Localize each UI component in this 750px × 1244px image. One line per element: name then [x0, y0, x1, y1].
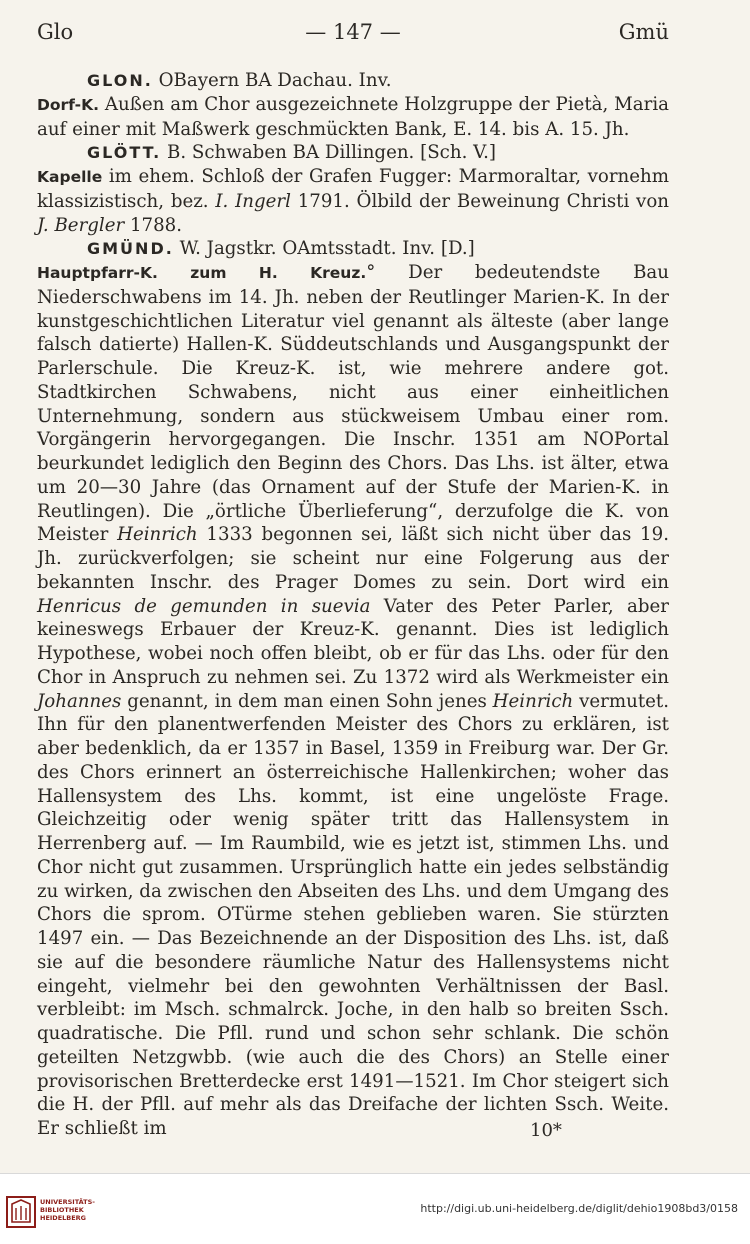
entry-gmuend-text: Hauptpfarr-K. zum H. Kreuz.° Der bedeutendste Bau Niederschwabens im 14. Jh. neben der Reutlinger Marien-K. In der kunstgeschichtlichen Literatur viel genannt als älteste (aber lange falsch datierte) Hallen-K. Süddeutschlands und Ausgangspunkt der Parlerschule. Die Kreuz-K. ist, wie mehrere andere got. Stadtkirchen Schwabens, nicht aus einer einheitlichen Unternehmung, sondern aus stückweisem Umbau einer rom. Vorgängerin hervorgegangen. Die Inschr. 1351 am NOPortal beurkundet lediglich den Beginn des Chors. Das Lhs. ist älter, etwa um 20—30 Jahre (das Ornament auf der Stufe der Marien-K. in Reutlingen). Die „örtliche Überlieferung“, derzufolge die K. von Meister Heinrich 1333 begonnen sei, läßt sich nicht über das 19. Jh. zurückverfolgen; sie scheint nur eine Folgerung aus der bekannten Inschr. des Prager Domes zu sein. Dort wird ein Henricus de gemunden in suevia Vater des Peter Parler, aber keineswegs Erbauer der Kreuz-K. genannt. Dies ist lediglich Hypothese, wobei noch offen bleibt, ob er für das Lhs. oder für den Chor in Anspruch zu nehmen sei. Zu 1372 wird als Werkmeister ein Johannes genannt, in dem man einen Sohn jenes Heinrich vermutet. Ihn für den planentwerfenden Meister des Chors zu erklären, ist aber bedenklich, da er 1357 in Basel, 1359 in Freiburg war. Der Gr. des Chors erinnert an österreichische Hallenkirchen; woher das Hallensystem des Lhs. kommt, ist eine ungelöste Frage. Gleichzeitig oder wenig später tritt das Hallensystem in Herrenberg auf. — Im Raumbild, wie es jetzt ist, stimmen Lhs. und Chor nicht gut zusammen. Ursprünglich hatte ein jedes selbständig zu wirken, da zwischen den Abseiten des Lhs. und dem Umgang des Chors die sprom. OTürme stehen geblieben waren. Sie stürzten 1497 ein. — Das Bezeichnende an der Disposition des Lhs. ist, daß sie auf die besondere räumliche Natur des Hallensystems nicht eingeht, vielmehr bei den gewohnten Verhältnissen der Basl. verbleibt: im Msch. schmalrck. Joche, in den halb so breiten Ssch. quadratische. Die Pfll. rund und schon sehr schlank. Die schön geteilten Netzgwbb. (wie auch die des Chors) an Stelle einer provisorischen Bretterdecke erst 1491—1521. Im Chor steigert sich die H. der Pfll. auf mehr als das Dreifache der lichten Ssch. Weite. Er schließt im — [37, 262, 669, 1139]
inscription-quote: Henricus de gemunden in suevia — [37, 595, 371, 617]
entry-glon-heading: GLON. OBayern BA Dachau. Inv. — [87, 70, 392, 91]
artist-name: Heinrich — [117, 524, 198, 546]
library-name: UNIVERSITÄTS- BIBLIOTHEK HEIDELBERG — [40, 1198, 95, 1222]
place-name: GLON. — [87, 71, 153, 90]
place-name: GMÜND. — [87, 239, 174, 259]
building-name: Hauptpfarr-K. zum H. Kreuz. — [37, 264, 367, 282]
entry-glon-text: Dorf-K. Außen am Chor ausgezeichnete Holzgruppe der Pietà, Maria auf einer mit Maßwerk geschmückten Bank, E. 14. bis A. 15. Jh. — [37, 93, 669, 140]
signature-mark: 10* — [530, 1120, 562, 1141]
page-number: — 147 — — [305, 20, 401, 44]
building-name: Dorf-K. — [37, 95, 99, 114]
artist-name: I. Ingerl — [215, 190, 291, 212]
entry-gmuend-heading: GMÜND. W. Jagstkr. OAmtsstadt. Inv. [D.] — [87, 238, 475, 260]
source-url-link[interactable]: http://digi.ub.uni-heidelberg.de/diglit/dehio1908bd3/0158 — [420, 1202, 738, 1215]
entry-gloett-text: Kapelle im ehem. Schloß der Grafen Fugger: Marmoraltar, vornehm klassizistisch, bez. I. Ingerl 1791. Ölbild der Beweinung Christi von J. Bergler 1788. — [37, 166, 669, 236]
entry-gloett-heading: GLÖTT. B. Schwaben BA Dillingen. [Sch. V.] — [87, 142, 496, 164]
footer-bar — [0, 1173, 750, 1244]
artist-name: Johannes — [37, 690, 122, 712]
library-logo-icon — [6, 1196, 36, 1228]
header-left-keyword: Glo — [37, 20, 74, 44]
artist-name: Heinrich — [492, 690, 574, 712]
running-header — [37, 20, 669, 54]
body-text — [37, 69, 669, 1141]
building-name: Kapelle — [37, 168, 103, 186]
artist-name: J. Bergler — [37, 214, 125, 236]
place-name: GLÖTT. — [87, 143, 162, 163]
header-right-keyword: Gmü — [618, 20, 669, 44]
